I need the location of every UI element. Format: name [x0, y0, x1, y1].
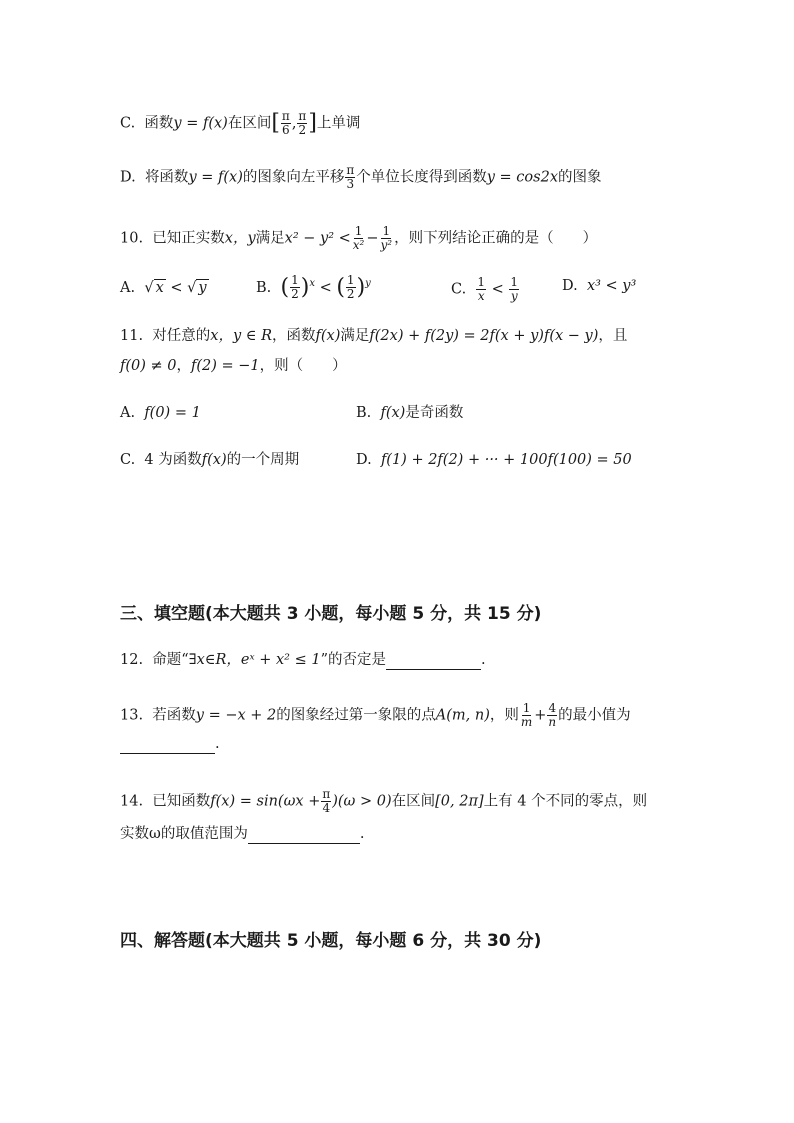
- numerator: 1: [346, 273, 355, 288]
- numerator: π: [346, 163, 355, 177]
- math-expr: f(0) = 1: [144, 405, 201, 421]
- section-title-solutions: 四、解答题(本大题共 5 小题，每小题 6 分，共 30 分): [120, 931, 542, 951]
- option-label: C.: [451, 281, 467, 298]
- text: 是奇函数: [405, 405, 464, 421]
- q11-option-c: [120, 450, 299, 470]
- math-expr: f(x): [380, 405, 406, 421]
- text: .: [215, 736, 220, 752]
- math-expr: f(0) ≠ 0: [120, 358, 177, 374]
- math-expr: f(x): [315, 328, 341, 344]
- question-number: 14.: [120, 793, 144, 810]
- math-expr: )(ω > 0): [332, 793, 392, 810]
- paren: ): [356, 274, 366, 300]
- q11-stem-line1: [120, 326, 627, 346]
- sqrt-icon: √: [187, 280, 197, 296]
- q13-line2: [120, 734, 220, 754]
- q9-option-d: [120, 164, 602, 191]
- math-expr: f(2x) + f(2y) = 2f(x + y)f(x − y): [369, 328, 599, 344]
- text: ，则（ ）: [259, 358, 347, 374]
- q10-option-d: [562, 276, 636, 296]
- option-label: A.: [120, 280, 136, 296]
- q10-option-c: [451, 276, 520, 303]
- numerator: 1: [382, 224, 391, 238]
- text: ，则下列结论正确的是（ ）: [394, 230, 598, 247]
- fraction: [509, 276, 519, 303]
- fraction: [290, 274, 300, 301]
- math-expr: y = −x + 2: [195, 707, 277, 724]
- text: 的最小值为: [558, 707, 631, 724]
- text: .: [359, 826, 365, 842]
- text: 已知函数: [152, 793, 211, 810]
- fraction: [380, 225, 394, 252]
- math-expr: x，: [210, 328, 233, 344]
- denominator: 3: [346, 177, 355, 191]
- q11-option-b: [356, 403, 463, 423]
- denominator: y²: [380, 238, 393, 252]
- text: 上单调: [316, 115, 361, 132]
- math-expr: y = f(x): [188, 169, 243, 186]
- option-label: B.: [356, 405, 372, 421]
- denominator: 2: [298, 123, 307, 137]
- q10-stem: [120, 225, 597, 252]
- text: 在区间: [391, 793, 436, 810]
- text: 函数: [144, 115, 174, 132]
- denominator: 4: [322, 801, 331, 815]
- q14-line2: [120, 824, 364, 844]
- numerator: π: [322, 787, 331, 801]
- bracket: [: [271, 110, 280, 136]
- text: 满足: [340, 328, 370, 344]
- text: 已知正实数: [152, 230, 225, 247]
- math-expr: [0, 2π]: [435, 793, 484, 810]
- text: ”的否定是: [320, 652, 386, 668]
- numerator: 1: [510, 275, 519, 289]
- option-label: D.: [120, 169, 136, 186]
- denominator: y: [510, 289, 518, 303]
- section-title-fill-in: 三、填空题(本大题共 3 小题，每小题 5 分，共 15 分): [120, 604, 542, 624]
- q11-option-d: [356, 450, 632, 470]
- radicand: x: [155, 280, 164, 296]
- exponent: x: [309, 278, 315, 289]
- numerator: π: [298, 109, 307, 123]
- option-label: B.: [256, 279, 272, 296]
- bracket: ]: [308, 110, 317, 136]
- denominator: 2: [346, 287, 355, 302]
- answer-blank[interactable]: [120, 737, 215, 754]
- option-label: A.: [120, 405, 136, 421]
- math-expr: A(m, n): [435, 707, 490, 724]
- math-expr: y ∈ R: [232, 328, 273, 344]
- text: 的图象经过第一象限的点: [276, 707, 436, 724]
- fraction: [297, 110, 307, 137]
- operator: <: [491, 281, 504, 298]
- radicand: y: [198, 280, 207, 296]
- question-number: 13.: [120, 707, 144, 724]
- text: 将函数: [144, 169, 189, 186]
- denominator: x²: [352, 238, 365, 252]
- denominator: 2: [291, 287, 299, 302]
- text: 的图象向左平移: [242, 169, 345, 186]
- fraction: [352, 225, 366, 252]
- question-number: 12.: [120, 652, 144, 668]
- numerator: π: [281, 109, 290, 123]
- text: 个单位长度得到函数: [356, 169, 487, 186]
- q10-option-b: [256, 274, 371, 301]
- q9-option-c: C. 函数y = f(x)在区间[ $\frac{\pi}{6}$ , $\frac{\pi}{2}$ ]上单调: [120, 109, 361, 137]
- fraction: [346, 274, 356, 301]
- math-expr: ∃x∈R，eˣ + x² ≤ 1: [188, 652, 321, 668]
- numerator: 4: [548, 701, 557, 715]
- option-label: D.: [356, 452, 372, 468]
- fraction: [476, 276, 486, 303]
- fraction: [345, 164, 355, 191]
- q12: [120, 650, 486, 670]
- fraction: [321, 788, 331, 815]
- operator: +: [534, 707, 547, 724]
- text: ，: [176, 358, 191, 374]
- math-expr: f(2) = −1: [191, 358, 260, 374]
- text: 上有 4 个不同的零点，则: [483, 793, 648, 810]
- exponent: y: [365, 278, 371, 289]
- math-expr: f(1) + 2f(2) + ··· + 100f(100) = 50: [380, 452, 632, 468]
- paren: (: [280, 274, 290, 300]
- text: 的图象: [558, 169, 602, 186]
- option-label: C.: [120, 115, 136, 132]
- numerator: 1: [354, 224, 363, 238]
- math-expr: f(x): [201, 452, 227, 468]
- text: 对任意的: [152, 328, 211, 344]
- text: 在区间: [227, 115, 272, 132]
- option-label: C.: [120, 452, 136, 468]
- fraction: [281, 110, 291, 137]
- math-expr: y = cos2x: [486, 169, 559, 186]
- q10-option-a: [120, 278, 209, 298]
- text: ，函数: [272, 328, 316, 344]
- text: 满足: [255, 230, 285, 247]
- fraction: [520, 702, 533, 729]
- q11-stem-line2: [120, 356, 347, 376]
- text: 若函数: [152, 707, 196, 724]
- text: 命题“: [152, 652, 189, 668]
- q14-line1: [120, 788, 647, 815]
- operator: <: [170, 280, 183, 296]
- text: 实数ω的取值范围为: [120, 826, 248, 842]
- q11-option-a: [120, 403, 201, 423]
- option-label: D.: [562, 278, 578, 294]
- paren: (: [336, 274, 345, 300]
- numerator: 1: [522, 701, 531, 715]
- answer-blank[interactable]: [248, 827, 360, 844]
- denominator: 6: [282, 123, 290, 137]
- math-expr: f(x) = sin(ωx +: [210, 793, 321, 810]
- denominator: n: [548, 715, 557, 729]
- math-expr: x² − y² <: [284, 230, 351, 247]
- text: 4 为函数: [144, 452, 202, 468]
- denominator: x: [477, 289, 485, 303]
- question-number: 11.: [120, 328, 144, 344]
- math-expr: y = f(x): [173, 115, 228, 132]
- math-expr: x，y: [224, 230, 256, 247]
- numerator: 1: [291, 273, 299, 288]
- operator: <: [319, 279, 332, 296]
- sqrt-icon: √: [144, 280, 154, 296]
- question-number: 10.: [120, 230, 144, 247]
- numerator: 1: [477, 275, 486, 289]
- text: .: [481, 652, 486, 668]
- denominator: m: [520, 715, 533, 729]
- text: ，则: [489, 707, 519, 724]
- answer-blank[interactable]: [386, 653, 481, 670]
- paren: ): [300, 274, 310, 300]
- text: 的一个周期: [226, 452, 300, 468]
- text: ，且: [598, 328, 628, 344]
- math-expr: x³ < y³: [586, 278, 637, 294]
- q13-line1: [120, 702, 631, 729]
- operator: −: [366, 230, 379, 247]
- fraction: [547, 702, 557, 729]
